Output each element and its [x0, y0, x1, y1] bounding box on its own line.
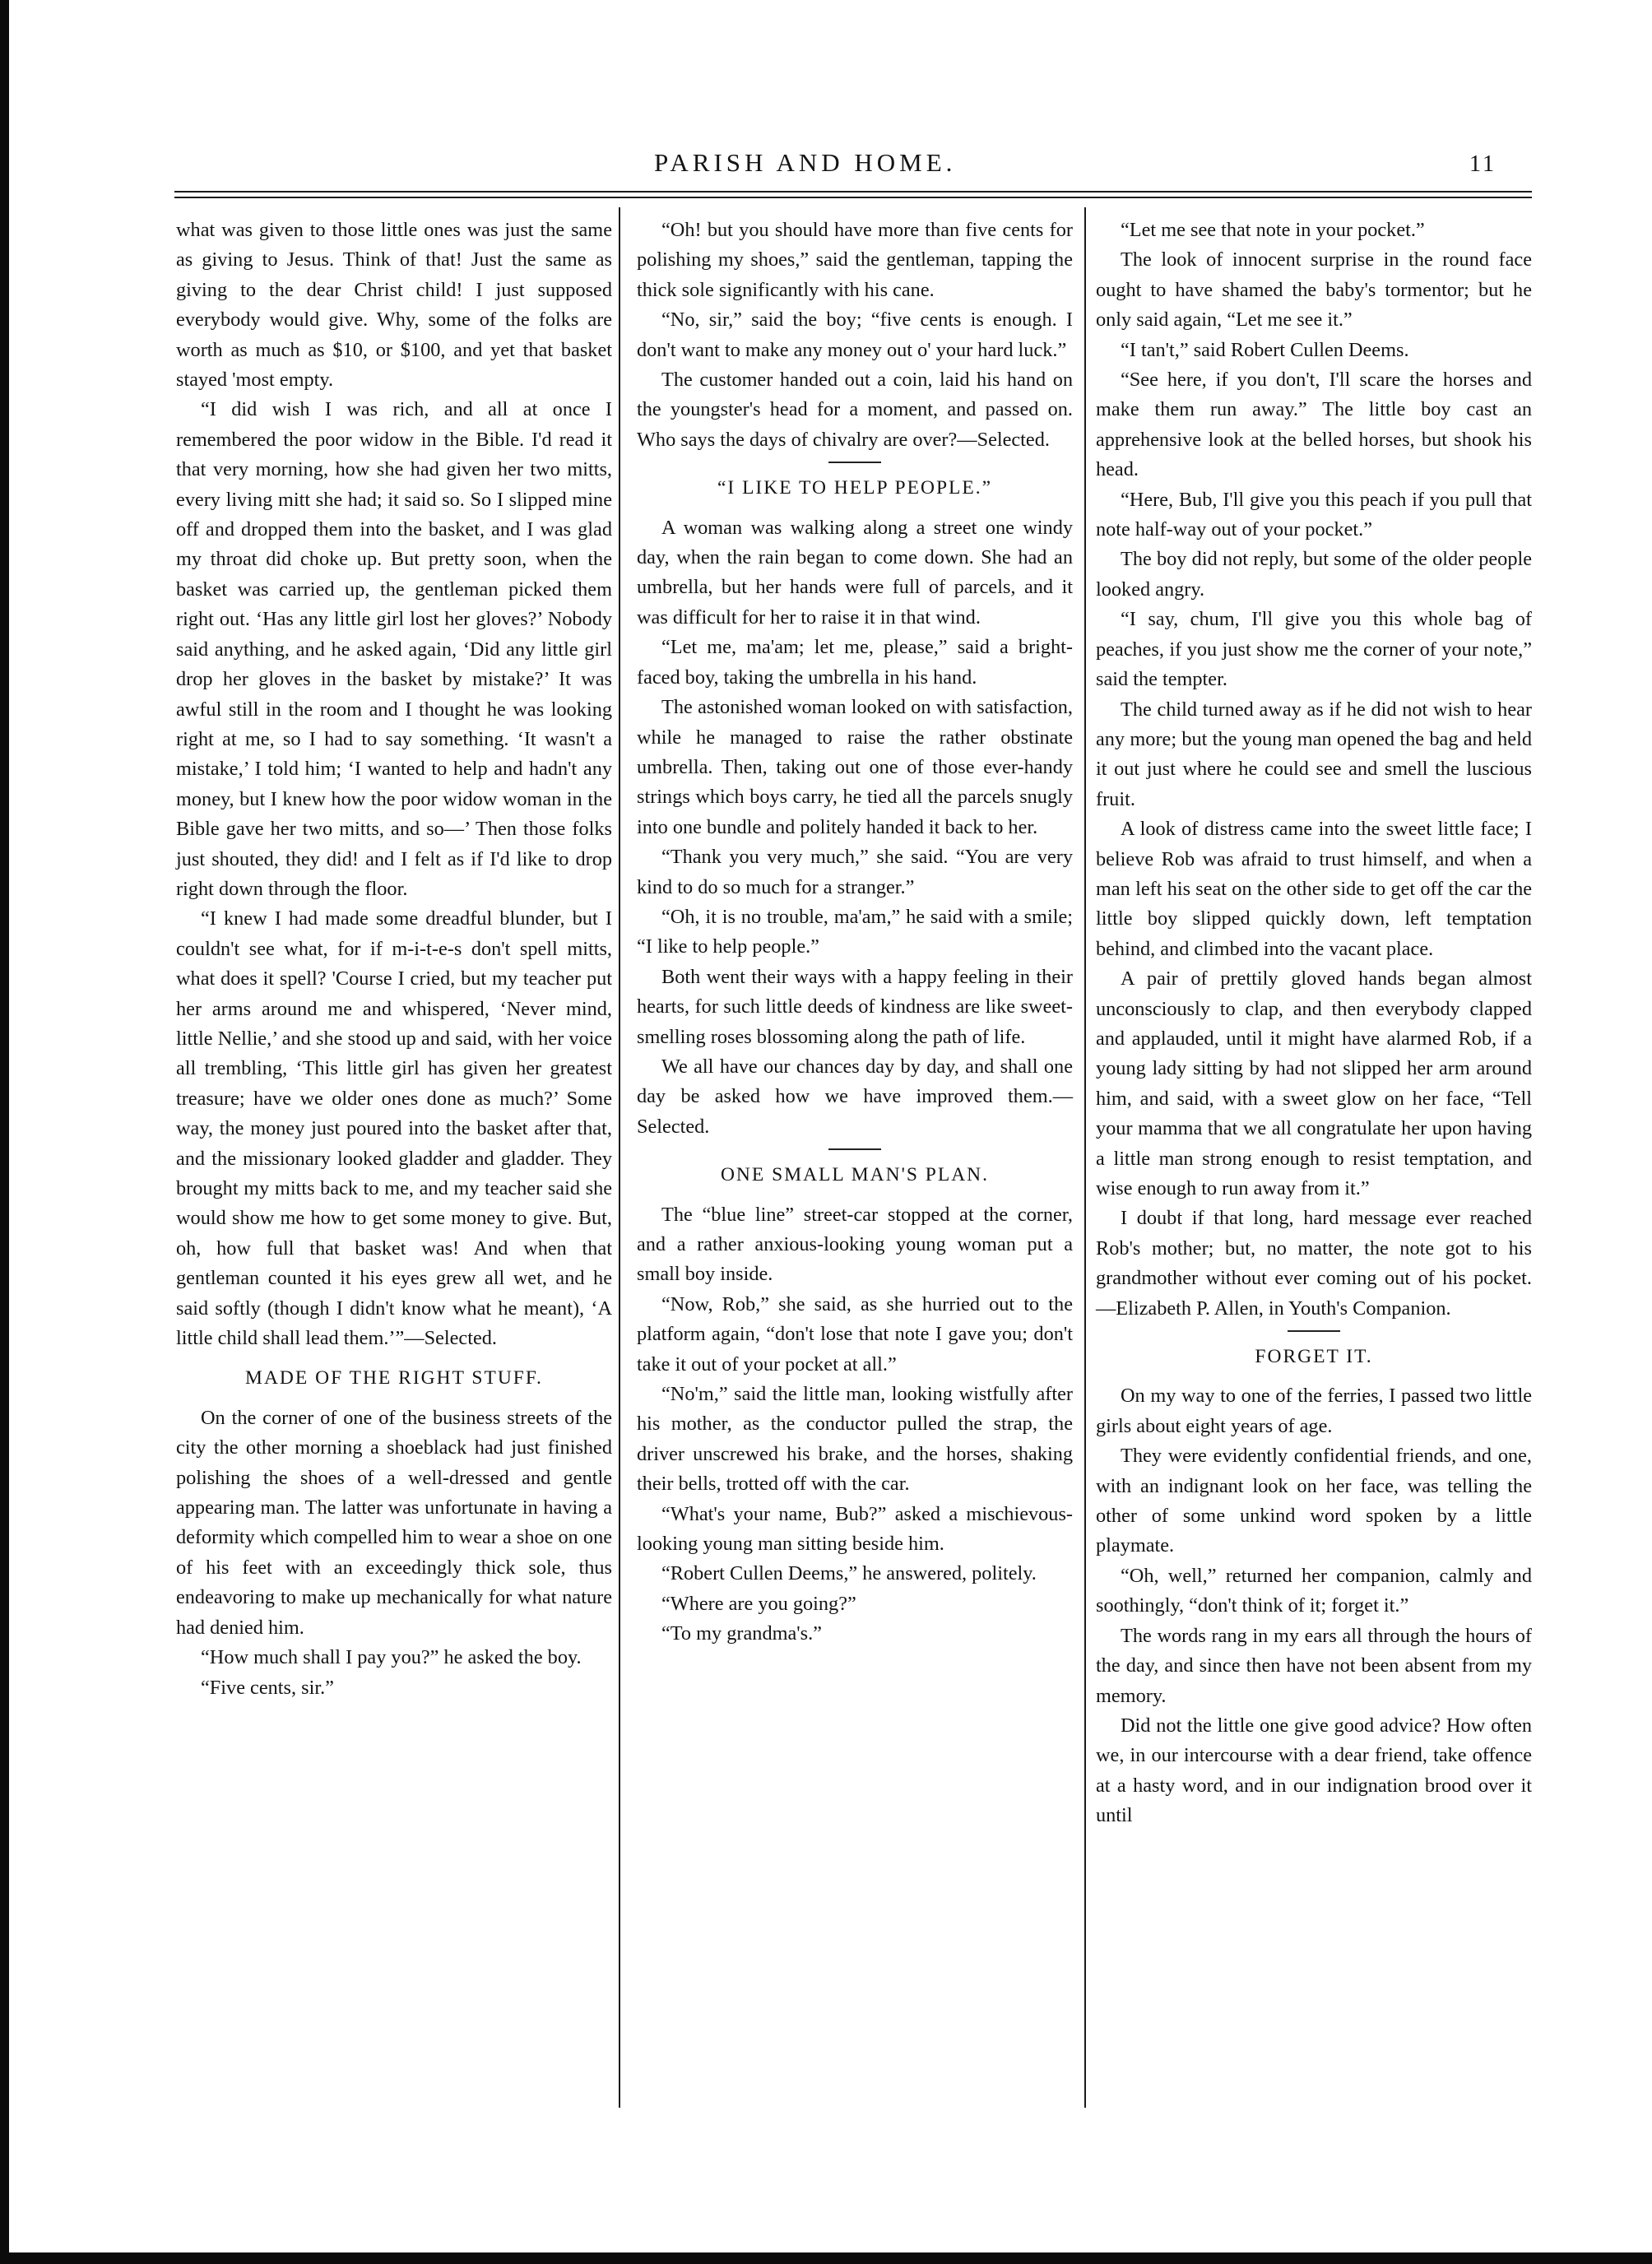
paragraph: “No, sir,” said the boy; “five cents is enough. I don't want to make any money out o' your hard luck.” — [637, 309, 1073, 361]
paragraph: The “blue line” street-car stopped at the corner, and a rather anxious-looking young woman put a small boy inside. — [637, 1203, 1073, 1286]
section-divider — [828, 1148, 881, 1150]
header-rule-bottom — [174, 197, 1532, 198]
paragraph: “To my grandma's.” — [661, 1622, 822, 1645]
section-divider — [1288, 1330, 1340, 1332]
paragraph: “What's your name, Bub?” asked a mischievous-looking young man sitting beside him. — [637, 1502, 1073, 1556]
paragraph: “See here, if you don't, I'll scare the horses and make them run away.” The little boy cast an apprehensive look at the belled horses, but shook his head. — [1096, 369, 1532, 481]
paragraph: On the corner of one of the business streets of the city the other morning a shoeblack had just finished polishing the shoes of a well-dressed and gentle appearing man. The latter was unfortunate in having a deformity which compelled him to wear a shoe on one of his feet with an exceedingly thick sole, thus endeavoring to make up mechanically for what nature had denied him. — [176, 1406, 612, 1639]
article-heading-i-like-to-help-people: “I LIKE TO HELP PEOPLE.” — [717, 477, 993, 499]
column-2 — [637, 216, 1073, 1649]
page-edge-left — [0, 0, 9, 2264]
paragraph: A woman was walking along a street one windy day, when the rain began to come down. She had an umbrella, but her hands were full of parcels, and it was difficult for her to raise it in that wind. — [637, 516, 1073, 629]
paragraph: “Oh! but you should have more than five cents for polishing my shoes,” said the gentleman, tapping the thick sole significantly with his cane. — [637, 219, 1073, 301]
paragraph: “I tan't,” said Robert Cullen Deems. — [1121, 338, 1409, 361]
paragraph: “I knew I had made some dreadful blunder, but I couldn't see what, for if m-i-t-e-s don't spell mitts, what does it spell? 'Course I cried, but my teacher put her arms around me and whispered, ‘Never mind, little Nellie,’ and she stood up and said, with her voice all trembling, ‘This little girl has given her greatest treasure; have we older ones done as much?’ Some way, the money just poured into the basket after that, and the missionary looked gladder and gladder. They brought my mitts back to me, and my teacher said she would show me how to get some money to give. But, oh, how full that basket was! And when that gentleman counted it his eyes grew all wet, and he said softly (though I didn't know what he meant), ‘A little child shall lead them.’”—Selected. — [176, 907, 612, 1350]
article-heading-made-of-the-right-stuff: MADE OF THE RIGHT STUFF. — [245, 1367, 543, 1389]
article-heading-forget-it: FORGET IT. — [1255, 1346, 1373, 1368]
paragraph: “No'm,” said the little man, looking wistfully after his mother, as the conductor pulled the strap, the driver unscrewed his brake, and the horses, shaking their bells, trotted off with the car. — [637, 1383, 1073, 1496]
paragraph: “Oh, it is no trouble, ma'am,” he said with a smile; “I like to help people.” — [637, 905, 1073, 958]
paragraph: “Now, Rob,” she said, as she hurried out to the platform again, “don't lose that note I gave you; don't take it out of your pocket at all.” — [637, 1292, 1073, 1376]
column-separator-2 — [1084, 207, 1086, 2108]
paragraph: “I did wish I was rich, and all at once I remembered the poor widow in the Bible. I'd read it that very morning, how she had given her two mitts, every living mitt she had; it said so. So I slipped mine off and dropped them into the basket, and I was glad my throat did choke up. But pretty soon, when the basket was carried up, the gentleman picked them right out. ‘Has any little girl lost her gloves?’ Nobody said anything, and he asked again, ‘Did any little girl drop her gloves in the basket by mistake?’ It was awful still in the room and I thought he was looking right at me, so I had to say something. ‘It wasn't a mistake,’ I told him; ‘I wanted to help and hadn't any money, but I knew how the poor widow woman in the Bible gave her two mitts, and so—’ Then those folks just shouted, they did! and I felt as if I'd like to drop right down through the floor. — [176, 398, 612, 900]
paragraph: We all have our chances day by day, and shall one day be asked how we have improved them.—Selected. — [637, 1055, 1073, 1138]
column-3 — [1096, 216, 1532, 1831]
page-edge-bottom — [0, 2252, 1652, 2264]
paragraph: Did not the little one give good advice? How often we, in our intercourse with a dear friend, take offence at a hasty word, and in our indignation brood over it until — [1096, 1714, 1532, 1827]
paragraph: “Robert Cullen Deems,” he answered, politely. — [661, 1562, 1037, 1585]
paragraph: “Where are you going?” — [661, 1592, 856, 1615]
column-separator-1 — [619, 207, 620, 2108]
page-number: 11 — [1469, 151, 1497, 177]
article-heading-one-small-mans-plan: ONE SMALL MAN'S PLAN. — [720, 1164, 990, 1186]
header-rule-top — [174, 191, 1532, 193]
paragraph: “Let me see that note in your pocket.” — [1121, 219, 1425, 241]
paragraph: The customer handed out a coin, laid his hand on the youngster's head for a moment, and passed on. Who says the days of chivalry are over?—Selected. — [637, 369, 1073, 451]
paragraph: “Oh, well,” returned her companion, calmly and soothingly, “don't think of it; forget it.” — [1096, 1564, 1532, 1617]
paragraph: The boy did not reply, but some of the older people looked angry. — [1096, 548, 1532, 601]
paragraph: The astonished woman looked on with satisfaction, while he managed to raise the rather obstinate umbrella. Then, taking out one of those ever-handy strings which boys carry, he tied all the parcels snugly into one bundle and politely handed it back to her. — [637, 696, 1073, 838]
paragraph: A pair of prettily gloved hands began almost unconsciously to clap, and then everybody clapped and applauded, until it might have alarmed Rob, if a young lady sitting by had not slipped her arm around him, and said, with a sweet glow on her face, “Tell your mamma that we all congratulate her upon having a little man strong enough to resist temptation, and wise enough to run away from it.” — [1096, 967, 1532, 1199]
paragraph: The look of innocent surprise in the round face ought to have shamed the baby's tormentor; but he only said again, “Let me see it.” — [1096, 248, 1532, 332]
paragraph: A look of distress came into the sweet little face; I believe Rob was afraid to trust himself, and when a man left his seat on the other side to get off the car the little boy slipped quickly down, left temptation behind, and climbed into the vacant place. — [1096, 818, 1532, 960]
paragraph: “Let me, ma'am; let me, please,” said a bright-faced boy, taking the umbrella in his hand. — [637, 636, 1073, 689]
paragraph: “Here, Bub, I'll give you this peach if you pull that note half-way out of your pocket.” — [1096, 488, 1532, 541]
paragraph: Both went their ways with a happy feeling in their hearts, for such little deeds of kindness are like sweet-smelling roses blossoming along the path of life. — [637, 965, 1073, 1048]
paragraph: what was given to those little ones was just the same as giving to Jesus. Think of that! Just the same as giving to the dear Christ child! I just supposed everybody would give. Why, some of the folks are worth as much as $10, or $100, and yet that basket stayed 'most empty. — [176, 219, 612, 392]
running-header-title: PARISH AND HOME. — [654, 148, 957, 177]
paragraph: I doubt if that long, hard message ever reached Rob's mother; but, no matter, the note got to his grandmother without ever coming out of his pocket.—Elizabeth P. Allen, in Youth's Companion. — [1096, 1207, 1532, 1320]
column-1 — [176, 216, 612, 1703]
section-divider — [828, 462, 881, 463]
paragraph: The child turned away as if he did not wish to hear any more; but the young man opened the bag and held it out just where he could see and smell the luscious fruit. — [1096, 698, 1532, 810]
paragraph: “I say, chum, I'll give you this whole bag of peaches, if you just show me the corner of your note,” said the tempter. — [1096, 608, 1532, 691]
paragraph: “Thank you very much,” she said. “You are very kind to do so much for a stranger.” — [637, 846, 1073, 898]
paragraph: On my way to one of the ferries, I passed two little girls about eight years of age. — [1096, 1385, 1532, 1437]
paragraph: The words rang in my ears all through the hours of the day, and since then have not been absent from my memory. — [1096, 1624, 1532, 1707]
paragraph: They were evidently confidential friends, and one, with an indignant look on her face, was telling the other of some unkind word spoken by a little playmate. — [1096, 1445, 1532, 1557]
paragraph: “How much shall I pay you?” he asked the boy. — [201, 1646, 582, 1669]
paragraph: “Five cents, sir.” — [201, 1676, 334, 1699]
